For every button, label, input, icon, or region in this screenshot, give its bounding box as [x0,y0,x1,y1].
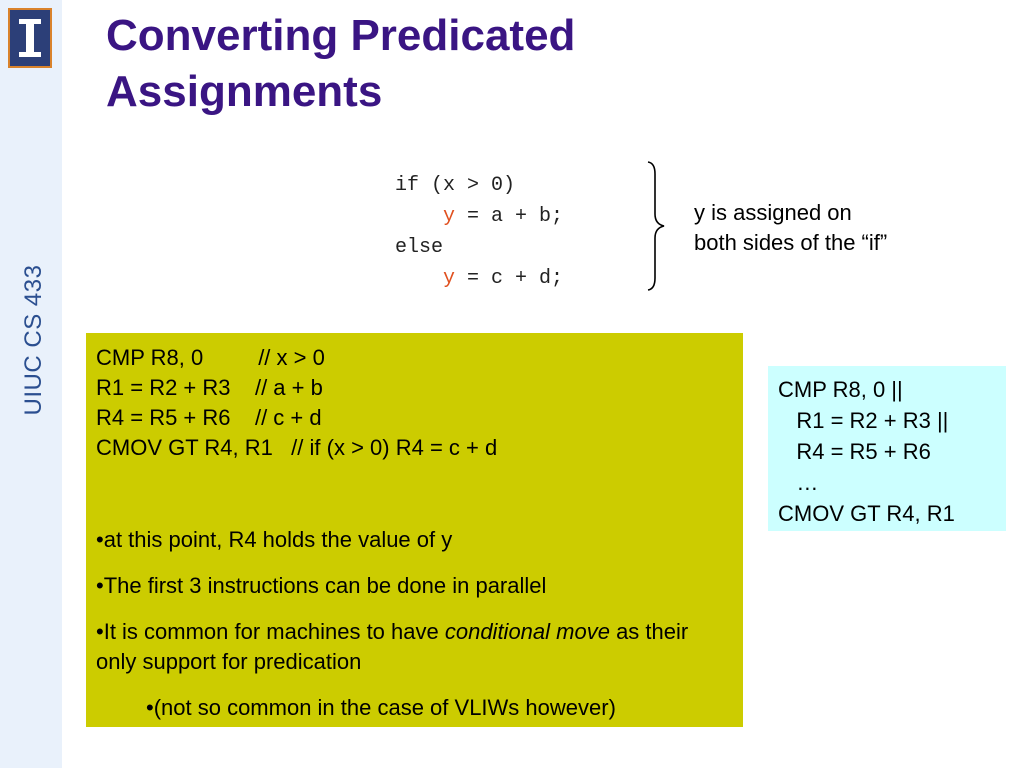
code-line-else: else [395,236,444,259]
right-brace-icon [640,160,670,292]
bullet-text: as their only support for predication [96,619,689,674]
parallel-code-box [768,366,1006,531]
code-var-y: y [443,205,456,228]
note-line-1: y is assigned on [694,200,852,225]
slide-title-line-2: Assignments [106,67,383,116]
parallel-code-line: … [778,470,819,495]
parallel-code-line: CMP R8, 0 || [778,377,903,402]
bullet-item: •The first 3 instructions can be done in parallel [96,573,547,598]
asm-line: R1 = R2 + R3 // a + b [96,375,323,400]
bullet-item: •at this point, R4 holds the value of y [96,527,453,552]
code-line-else-body [395,263,563,294]
slide-title-line-1: Converting Predicated [106,11,576,60]
code-else-expr: = c + d; [455,267,564,290]
parallel-code-line: CMOV GT R4, R1 [778,501,955,526]
course-label: UIUC CS 433 [20,264,47,416]
note-line-2: both sides of the “if” [694,230,888,255]
asm-line: R4 = R5 + R6 // c + d [96,405,322,430]
sub-bullet-item: •(not so common in the case of VLIWs however) [146,695,616,720]
block-i-icon [10,10,50,66]
sidebar [0,0,62,768]
bullet-text: •It is common for machines to have [96,619,445,644]
parallel-code-line: R4 = R5 + R6 [778,439,931,464]
bullet-list [96,525,733,723]
code-line-if: if (x > 0) [395,174,516,197]
bullet-item [96,617,733,677]
source-code [395,170,563,294]
sequential-code-box [86,333,743,727]
asm-line: CMP R8, 0 // x > 0 [96,345,325,370]
annotation-note [694,198,954,258]
asm-line: CMOV GT R4, R1 // if (x > 0) R4 = c + d [96,435,498,460]
code-var-y: y [443,267,456,290]
parallel-code-line: R1 = R2 + R3 || [778,408,949,433]
code-then-expr: = a + b; [455,205,564,228]
code-line-then [395,201,563,232]
slide-title [106,8,986,120]
university-logo [8,8,52,68]
bullet-emphasis: conditional move [444,619,610,644]
